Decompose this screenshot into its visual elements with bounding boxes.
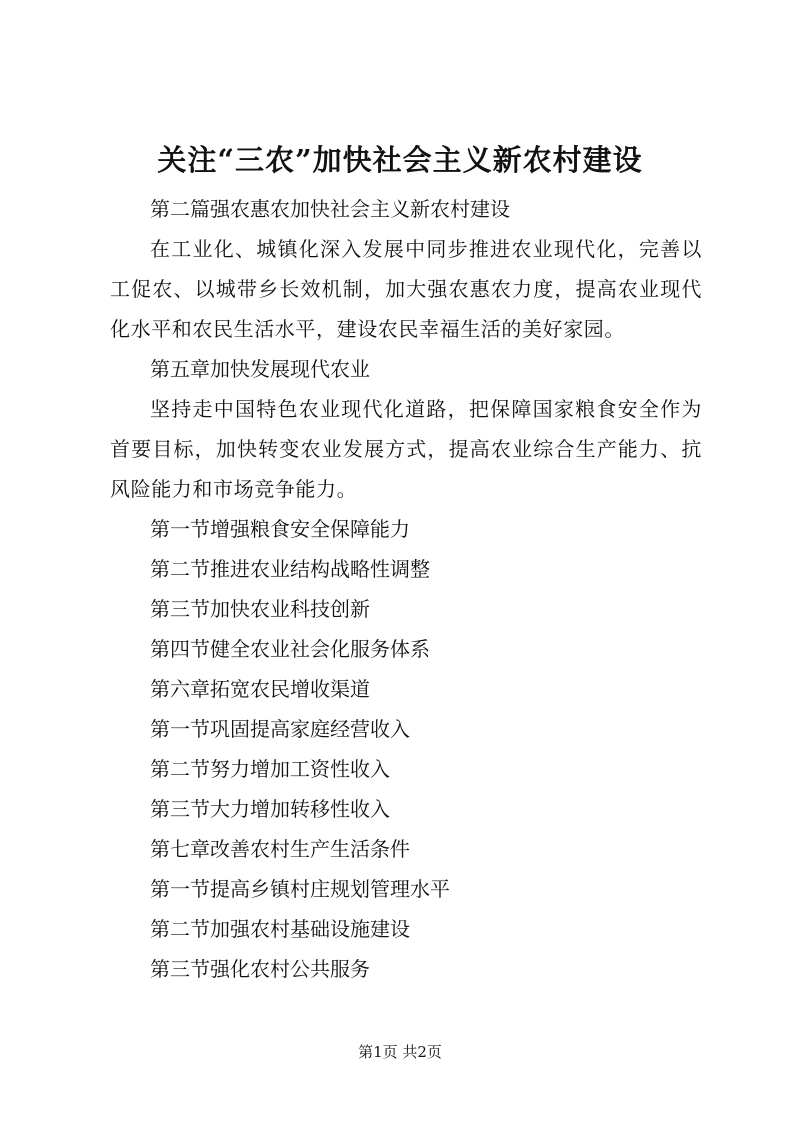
document-title: 关注“三农”加快社会主义新农村建设 [157,143,643,177]
section-heading: 第二节努力增加工资性收入 [150,757,390,781]
page-footer: 第1页 共2页 [358,1043,442,1061]
section-heading: 第三节大力增加转移性收入 [150,797,390,821]
paragraph-chapter-five: 坚持走中国特色农业现代化道路，把保障国家粮食安全作为首要目标，加快转变农业发展方式，提高农业综合生产能力、抗风险能力和市场竞争能力。 [110,397,702,501]
section-heading: 第三节加快农业科技创新 [150,597,370,621]
section-heading: 第二节推进农业结构战略性调整 [150,557,430,581]
section-heading: 第一节增强粮食安全保障能力 [150,517,410,541]
section-heading: 第四节健全农业社会化服务体系 [150,637,430,661]
section-heading: 第二节加强农村基础设施建设 [150,917,410,941]
chapter-heading: 第六章拓宽农民增收渠道 [150,677,370,701]
chapter-heading: 第七章改善农村生产生活条件 [150,837,410,861]
chapter-heading: 第五章加快发展现代农业 [150,357,370,381]
paragraph-intro: 在工业化、城镇化深入发展中同步推进农业现代化，完善以工促农、以城带乡长效机制，加大强农惠农力度，提高农业现代化水平和农民生活水平，建设农民幸福生活的美好家园。 [110,237,702,341]
document-body [110,189,702,989]
section-heading: 第一节提高乡镇村庄规划管理水平 [150,877,450,901]
section-heading: 第三节强化农村公共服务 [150,957,370,981]
section-heading: 第一节巩固提高家庭经营收入 [150,717,410,741]
part-heading: 第二篇强农惠农加快社会主义新农村建设 [150,197,510,221]
